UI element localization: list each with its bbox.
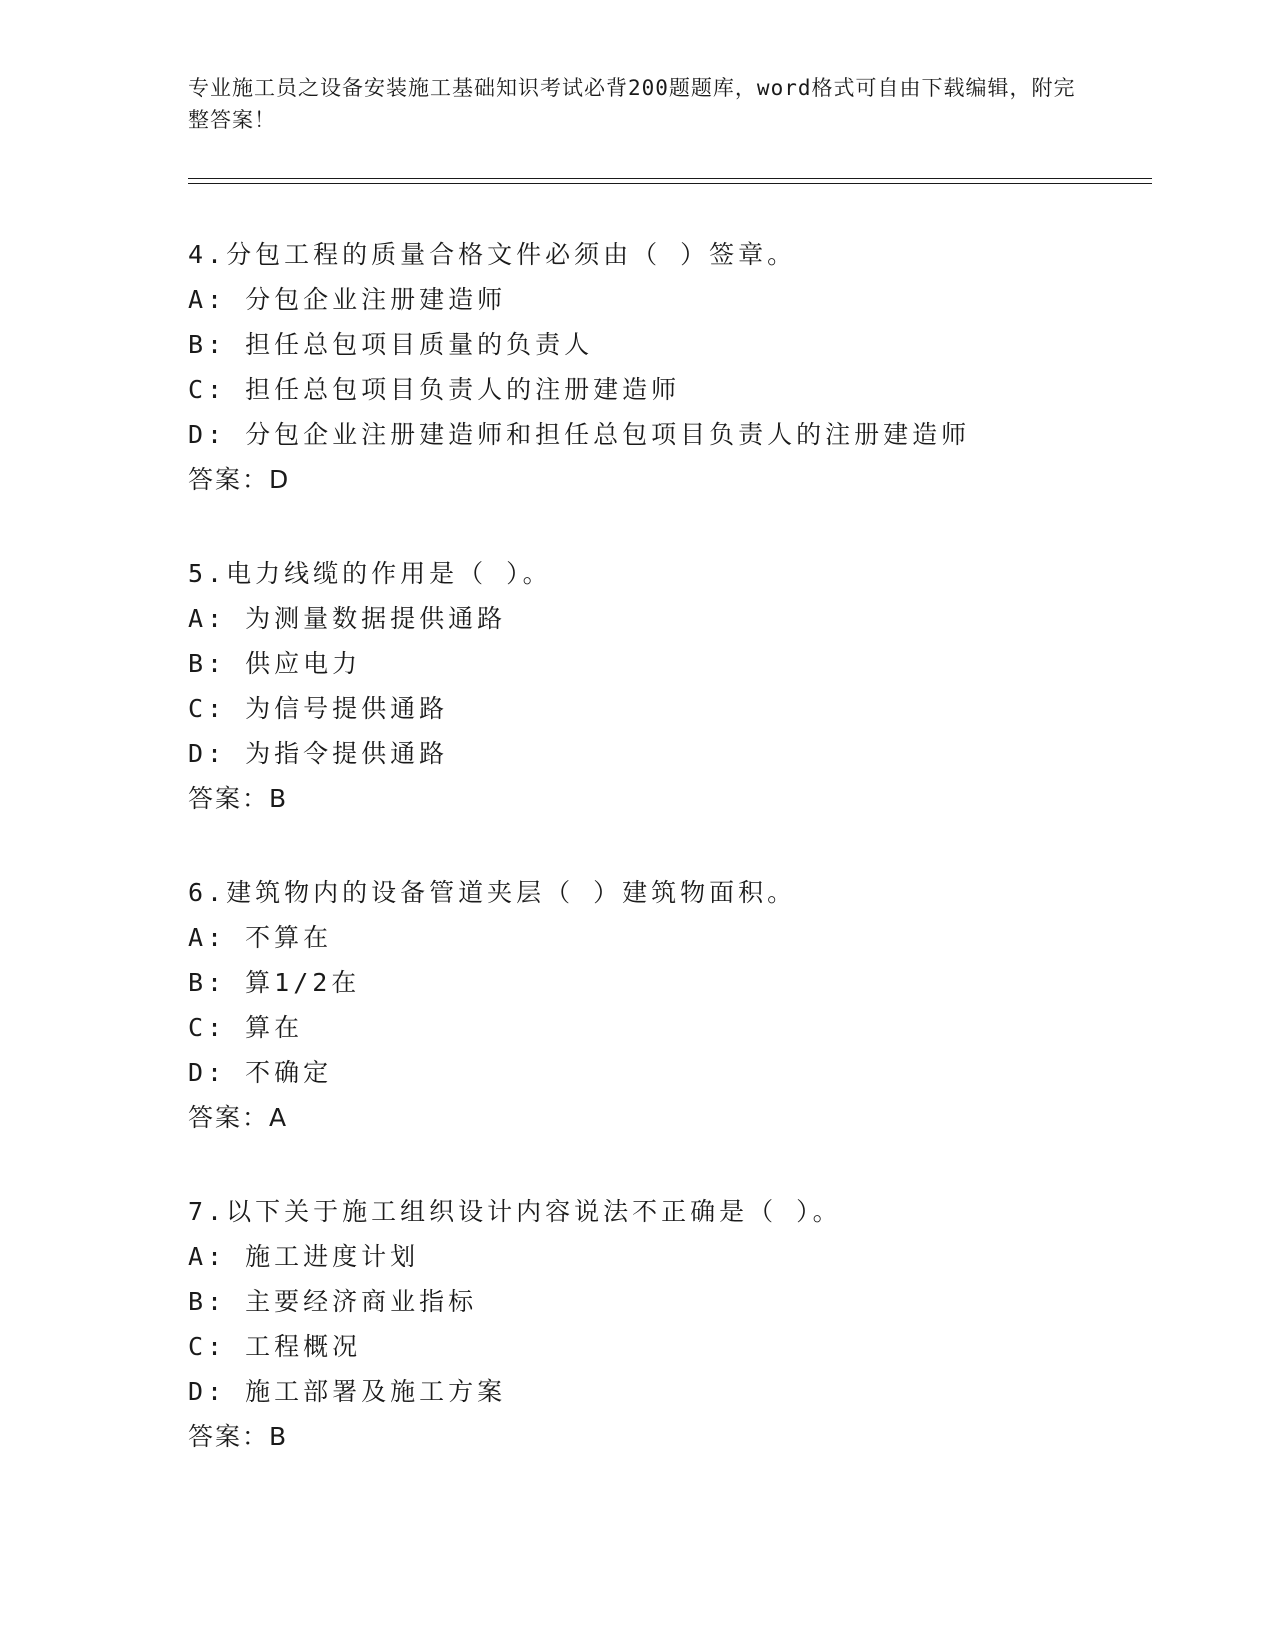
option-b: B: 主要经济商业指标 bbox=[188, 1287, 478, 1316]
option-c: C: 担任总包项目负责人的注册建造师 bbox=[188, 375, 681, 404]
option-a: A: 分包企业注册建造师 bbox=[188, 285, 507, 314]
header-rule-bottom bbox=[188, 183, 1152, 184]
question-6 bbox=[188, 870, 1188, 1140]
document-header: 专业施工员之设备安装施工基础知识考试必背200题题库，word格式可自由下载编辑，附完整答案！ bbox=[188, 76, 1076, 132]
option-b: B: 供应电力 bbox=[188, 649, 362, 678]
question-4 bbox=[188, 232, 1188, 502]
question-7 bbox=[188, 1189, 1188, 1459]
question-stem: 4.分包工程的质量合格文件必须由（ ）签章。 bbox=[188, 240, 797, 269]
answer-line: 答案：B bbox=[188, 1422, 289, 1451]
question-5 bbox=[188, 551, 1188, 821]
option-d: D: 分包企业注册建造师和担任总包项目负责人的注册建造师 bbox=[188, 420, 971, 449]
option-b: B: 担任总包项目质量的负责人 bbox=[188, 330, 594, 359]
answer-line: 答案：D bbox=[188, 465, 291, 494]
option-b: B: 算1/2在 bbox=[188, 968, 361, 997]
header-rule-top bbox=[188, 178, 1152, 179]
answer-line: 答案：A bbox=[188, 1103, 289, 1132]
option-c: C: 工程概况 bbox=[188, 1332, 362, 1361]
question-stem: 7.以下关于施工组织设计内容说法不正确是（ ）。 bbox=[188, 1197, 842, 1226]
option-d: D: 为指令提供通路 bbox=[188, 739, 449, 768]
option-d: D: 不确定 bbox=[188, 1058, 333, 1087]
option-c: C: 为信号提供通路 bbox=[188, 694, 449, 723]
option-a: A: 为测量数据提供通路 bbox=[188, 604, 507, 633]
question-stem: 5.电力线缆的作用是（ ）。 bbox=[188, 559, 552, 588]
answer-line: 答案：B bbox=[188, 784, 289, 813]
option-a: A: 施工进度计划 bbox=[188, 1242, 420, 1271]
option-a: A: 不算在 bbox=[188, 923, 333, 952]
question-stem: 6.建筑物内的设备管道夹层（ ）建筑物面积。 bbox=[188, 878, 797, 907]
option-c: C: 算在 bbox=[188, 1013, 304, 1042]
option-d: D: 施工部署及施工方案 bbox=[188, 1377, 507, 1406]
